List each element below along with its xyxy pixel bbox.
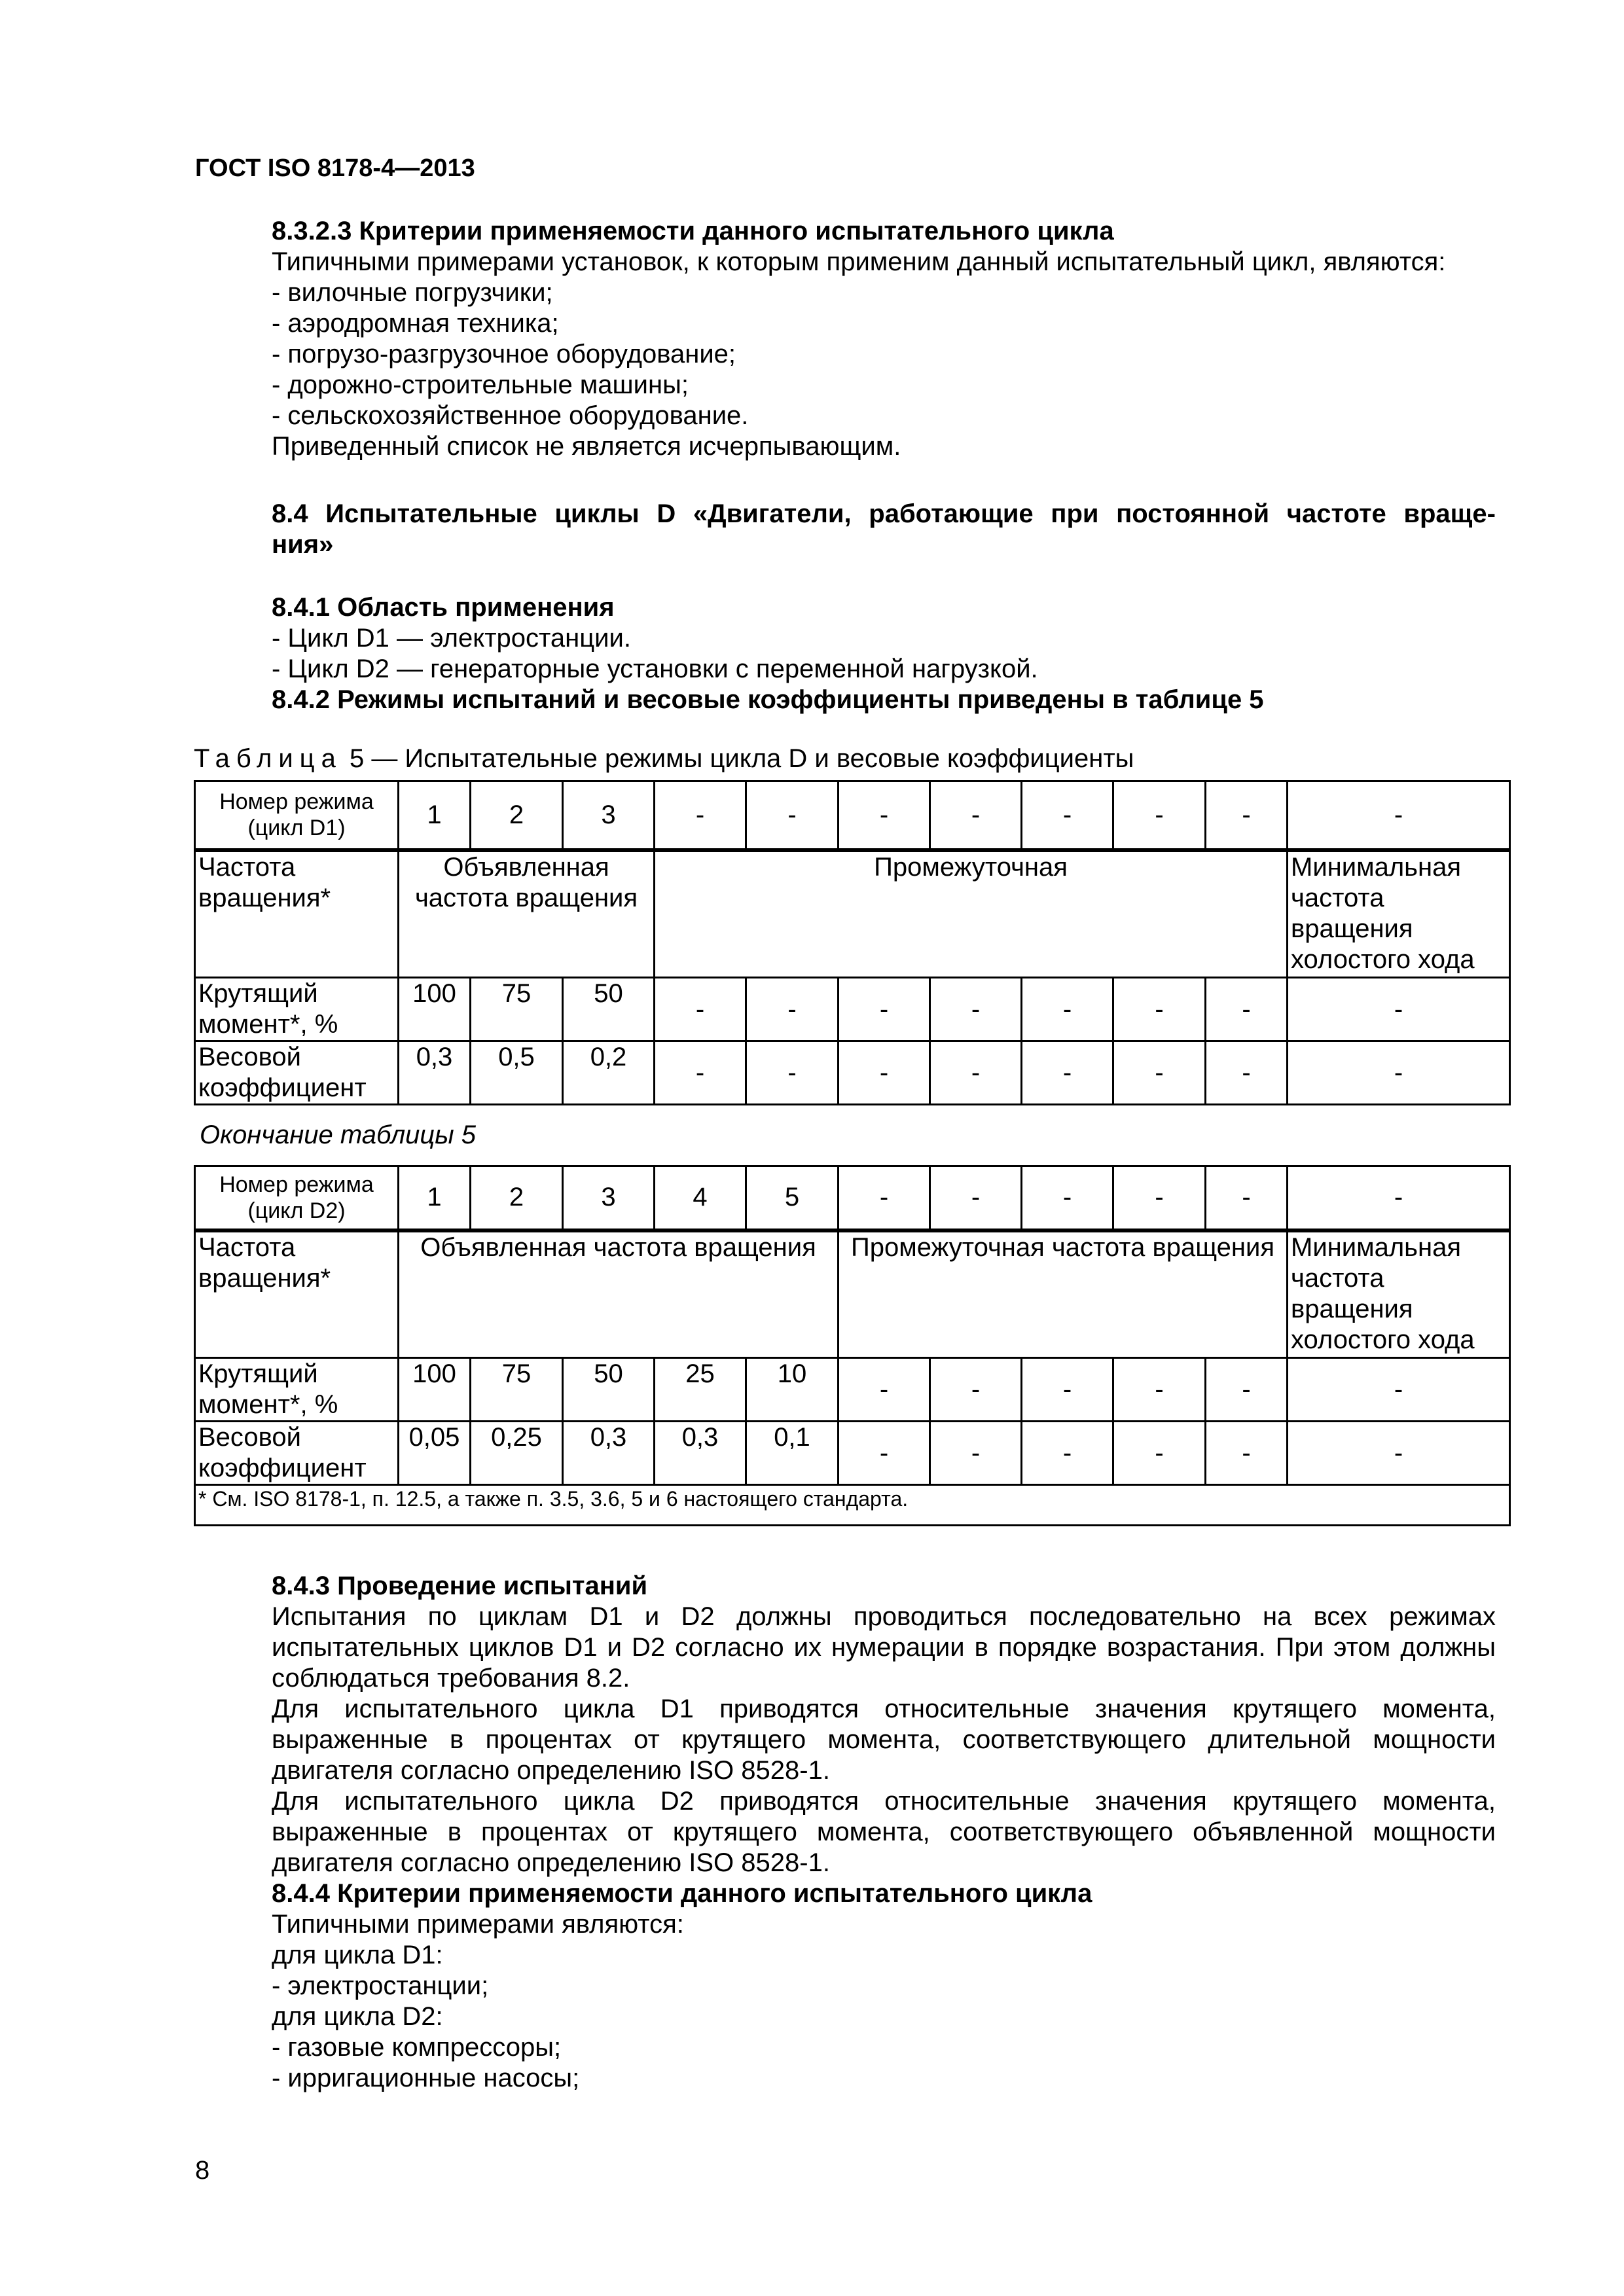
value-cell: 0,3 [655,1422,746,1485]
table-caption-label: Таблица [194,744,342,773]
value-cell: - [1206,1358,1288,1422]
value-cell: - [746,978,839,1041]
mode-cell: 3 [563,1166,655,1230]
table-caption [194,744,1134,774]
mode-header-cell: Номер режима (цикл D1) [195,781,399,850]
value-cell: 0,5 [471,1041,563,1105]
value-cell: - [1206,1422,1288,1485]
value-cell: - [839,1358,930,1422]
mode-cell: - [655,781,746,850]
list-item: - погрузо-разгрузочное оборудование; [272,340,736,368]
value-cell: 0,3 [399,1041,471,1105]
list-item: - аэродромная техника; [272,309,559,338]
table-row [195,1230,1510,1358]
mode-cell: - [839,1166,930,1230]
row-label-cell: Частота вращения* [195,850,399,978]
list-item: - ирригационные насосы; [272,2064,580,2092]
mode-cell: - [1113,1166,1206,1230]
mode-cell: 2 [471,1166,563,1230]
value-cell: - [1288,1422,1510,1485]
value-cell: - [930,1358,1022,1422]
table-row [195,978,1510,1041]
value-cell: - [930,1422,1022,1485]
value-cell: - [1022,1422,1113,1485]
value-cell: 75 [471,978,563,1041]
value-cell: 0,05 [399,1422,471,1485]
table-continuation-caption: Окончание таблицы 5 [200,1121,477,1149]
value-cell: - [1113,1422,1206,1485]
mode-cell: - [930,781,1022,850]
table-caption-text: 5 — Испытательные режимы цикла D и весовые коэффициенты [342,744,1134,773]
speed-declared-cell: Объявленная частота вращения [399,1230,839,1358]
mode-cell: - [1022,1166,1113,1230]
section-title: 8.4.1 Область применения [272,593,615,622]
mode-cell: - [839,781,930,850]
table-row [195,781,1510,850]
section-title: 8.4.4 Критерии применяемости данного испытательного цикла [272,1879,1092,1908]
value-cell: 0,3 [563,1422,655,1485]
value-cell: 100 [399,1358,471,1422]
value-cell: 50 [563,1358,655,1422]
table-row [195,850,1510,978]
speed-intermediate-cell: Промежуточная [655,850,1288,978]
row-label-cell: Весовой коэффициент [195,1422,399,1485]
mode-cell: - [1113,781,1206,850]
mode-cell: 3 [563,781,655,850]
value-cell: - [1113,978,1206,1041]
section-8-3-2-3 [272,216,1496,462]
list-item: - электростанции; [272,1971,489,2000]
value-cell: - [655,978,746,1041]
value-cell: - [655,1041,746,1105]
paragraph-line: для цикла D2: [272,2002,443,2031]
table-row [195,1358,1510,1422]
paragraph: Для испытательного цикла D1 приводятся относительные значения крутящего момента, выраженные в процентах от крутящего момента, соответствующего длительной мощности двигателя согласно определению ISO 8528-1. [272,1695,1496,1785]
value-cell: - [839,1422,930,1485]
value-cell: - [1288,1041,1510,1105]
value-cell: 75 [471,1358,563,1422]
value-cell: 0,1 [746,1422,839,1485]
value-cell: - [1022,1041,1113,1105]
value-cell: - [746,1041,839,1105]
row-label-cell: Крутящий момент*, % [195,1358,399,1422]
speed-idle-cell: Минимальная частота вращения холостого хода [1288,1230,1510,1358]
mode-cell: - [1288,1166,1510,1230]
mode-cell: 5 [746,1166,839,1230]
row-label-cell: Крутящий момент*, % [195,978,399,1041]
value-cell: - [839,1041,930,1105]
value-cell: - [1113,1041,1206,1105]
value-cell: 10 [746,1358,839,1422]
value-cell: 25 [655,1358,746,1422]
value-cell: - [1113,1358,1206,1422]
row-label-cell: Частота вращения* [195,1230,399,1358]
value-cell: - [1206,978,1288,1041]
paragraph-line: Типичными примерами являются: [272,1910,684,1939]
mode-cell: 2 [471,781,563,850]
list-item: - Цикл D2 — генераторные установки с переменной нагрузкой. [272,655,1038,683]
value-cell: 50 [563,978,655,1041]
section-8-4-1 [272,592,1496,715]
speed-intermediate-cell: Промежуточная частота вращения [839,1230,1288,1358]
mode-cell: 4 [655,1166,746,1230]
value-cell: 100 [399,978,471,1041]
mode-cell: - [746,781,839,850]
mode-cell: - [1206,1166,1288,1230]
paragraph-line: Типичными примерами установок, к которым применим данный испытательный цикл, являются: [272,247,1446,276]
value-cell: 0,2 [563,1041,655,1105]
section-title-line: ния» [272,530,334,559]
section-8-4 [272,499,1496,560]
table-d1 [194,780,1511,1105]
paragraph: Для испытательного цикла D2 приводятся относительные значения крутящего момента, выраженные в процентах от крутящего момента, соответствующего объявленной мощности двигателя согласно определению ISO 8528-1. [272,1787,1496,1877]
paragraph-line: для цикла D1: [272,1941,443,1969]
paragraph: Испытания по циклам D1 и D2 должны проводиться последовательно на всех режимах испытательных циклов D1 и D2 согласно их нумерации в порядке возрастания. При этом должны соблюдаться требования 8.2. [272,1602,1496,1693]
value-cell: - [1022,1358,1113,1422]
value-cell: - [930,978,1022,1041]
table-row [195,1166,1510,1230]
speed-idle-cell: Минимальная частота вращения холостого хода [1288,850,1510,978]
value-cell: - [930,1041,1022,1105]
page-number: 8 [195,2156,210,2185]
section-title: 8.4.3 Проведение испытаний [272,1571,648,1600]
value-cell: - [839,978,930,1041]
value-cell: - [1288,1358,1510,1422]
paragraph-line: Приведенный список не является исчерпывающим. [272,432,901,461]
list-item: - сельскохозяйственное оборудование. [272,401,749,430]
value-cell: - [1206,1041,1288,1105]
row-label-cell: Весовой коэффициент [195,1041,399,1105]
value-cell: 0,25 [471,1422,563,1485]
mode-cell: - [930,1166,1022,1230]
document-header: ГОСТ ISO 8178-4—2013 [195,154,475,182]
mode-cell: - [1022,781,1113,850]
list-item: - Цикл D1 — электростанции. [272,624,631,653]
table-footnote: * См. ISO 8178-1, п. 12.5, а также п. 3.5, 3.6, 5 и 6 настоящего стандарта. [195,1485,1510,1526]
value-cell: - [1288,978,1510,1041]
value-cell: - [1022,978,1113,1041]
section-title: 8.4.2 Режимы испытаний и весовые коэффициенты приведены в таблице 5 [272,685,1264,714]
section-title: 8.3.2.3 Критерии применяемости данного испытательного цикла [272,217,1114,245]
mode-cell: 1 [399,1166,471,1230]
table-row [195,1422,1510,1485]
table-footnote-row [195,1485,1510,1526]
mode-header-cell: Номер режима (цикл D2) [195,1166,399,1230]
table-row [195,1041,1510,1105]
section-title-line: 8.4 Испытательные циклы D «Двигатели, работающие при постоянной частоте враще- [272,499,1496,528]
section-8-4-3 [272,1571,1496,2094]
list-item: - вилочные погрузчики; [272,278,553,307]
list-item: - газовые компрессоры; [272,2033,562,2062]
speed-declared-cell: Объявленная частота вращения [399,850,655,978]
list-item: - дорожно-строительные машины; [272,370,689,399]
mode-cell: 1 [399,781,471,850]
mode-cell: - [1288,781,1510,850]
mode-cell: - [1206,781,1288,850]
table-d2 [194,1165,1511,1526]
